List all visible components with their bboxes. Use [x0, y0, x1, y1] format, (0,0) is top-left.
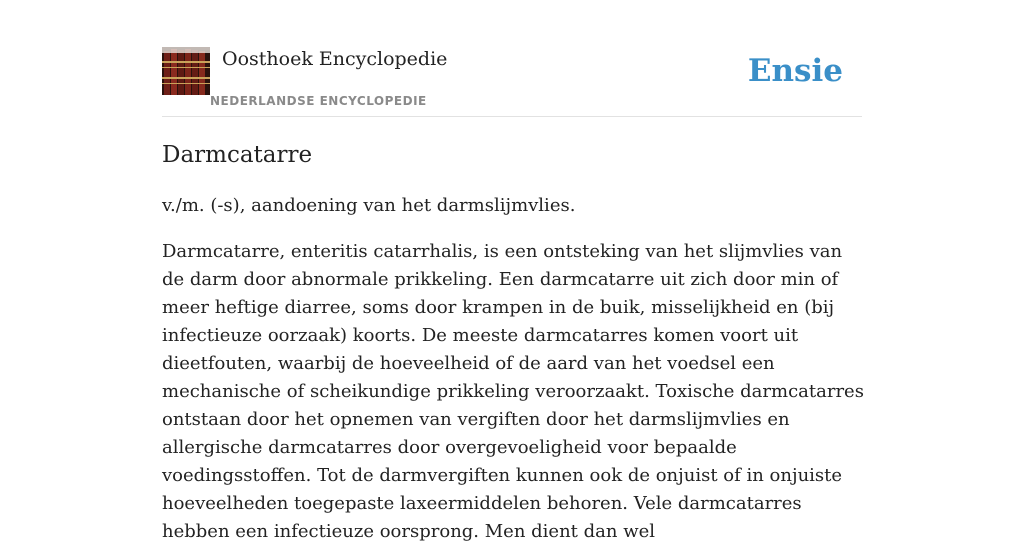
encyclopedia-books-icon: [162, 47, 210, 95]
source-avatar[interactable]: [162, 47, 210, 95]
source-subtitle: NEDERLANDSE ENCYCLOPEDIE: [210, 94, 427, 108]
article-title: Darmcatarre: [162, 142, 313, 168]
brand-logo-link[interactable]: Ensie: [747, 53, 843, 89]
source-header: [162, 47, 862, 117]
article-content: [162, 138, 866, 546]
article-body: Darmcatarre, enteritis catarrhalis, is een ontsteking van het slijmvlies van de darm door abnormale prikkeling. Een darmcatarre uit zich door min of meer heftige diarree, soms door krampen in de buik, misselijkheid en (bij infectieuze oorzaak) koorts. De meeste darmcatarres komen voort uit dieetfouten, waarbij de hoeveelheid of de aard van het voedsel een mechanische of scheikundige prikkeling veroorzaakt. Toxische darmcatarres ontstaan door het opnemen van vergiften door het darmslijmvlies en allergische darmcatarres door overgevoeligheid voor bepaalde voedingsstoffen. Tot de darmvergiften kunnen ook de onjuist of in onjuiste hoeveelheden toegepaste laxeermiddelen behoren. Vele darmcatarres hebben een infectieuze oorsprong. Men dient dan wel: [162, 241, 864, 542]
source-title-link[interactable]: Oosthoek Encyclopedie: [222, 48, 448, 70]
article-definition: v./m. (-s), aandoening van het darmslijmvlies.: [162, 195, 576, 216]
